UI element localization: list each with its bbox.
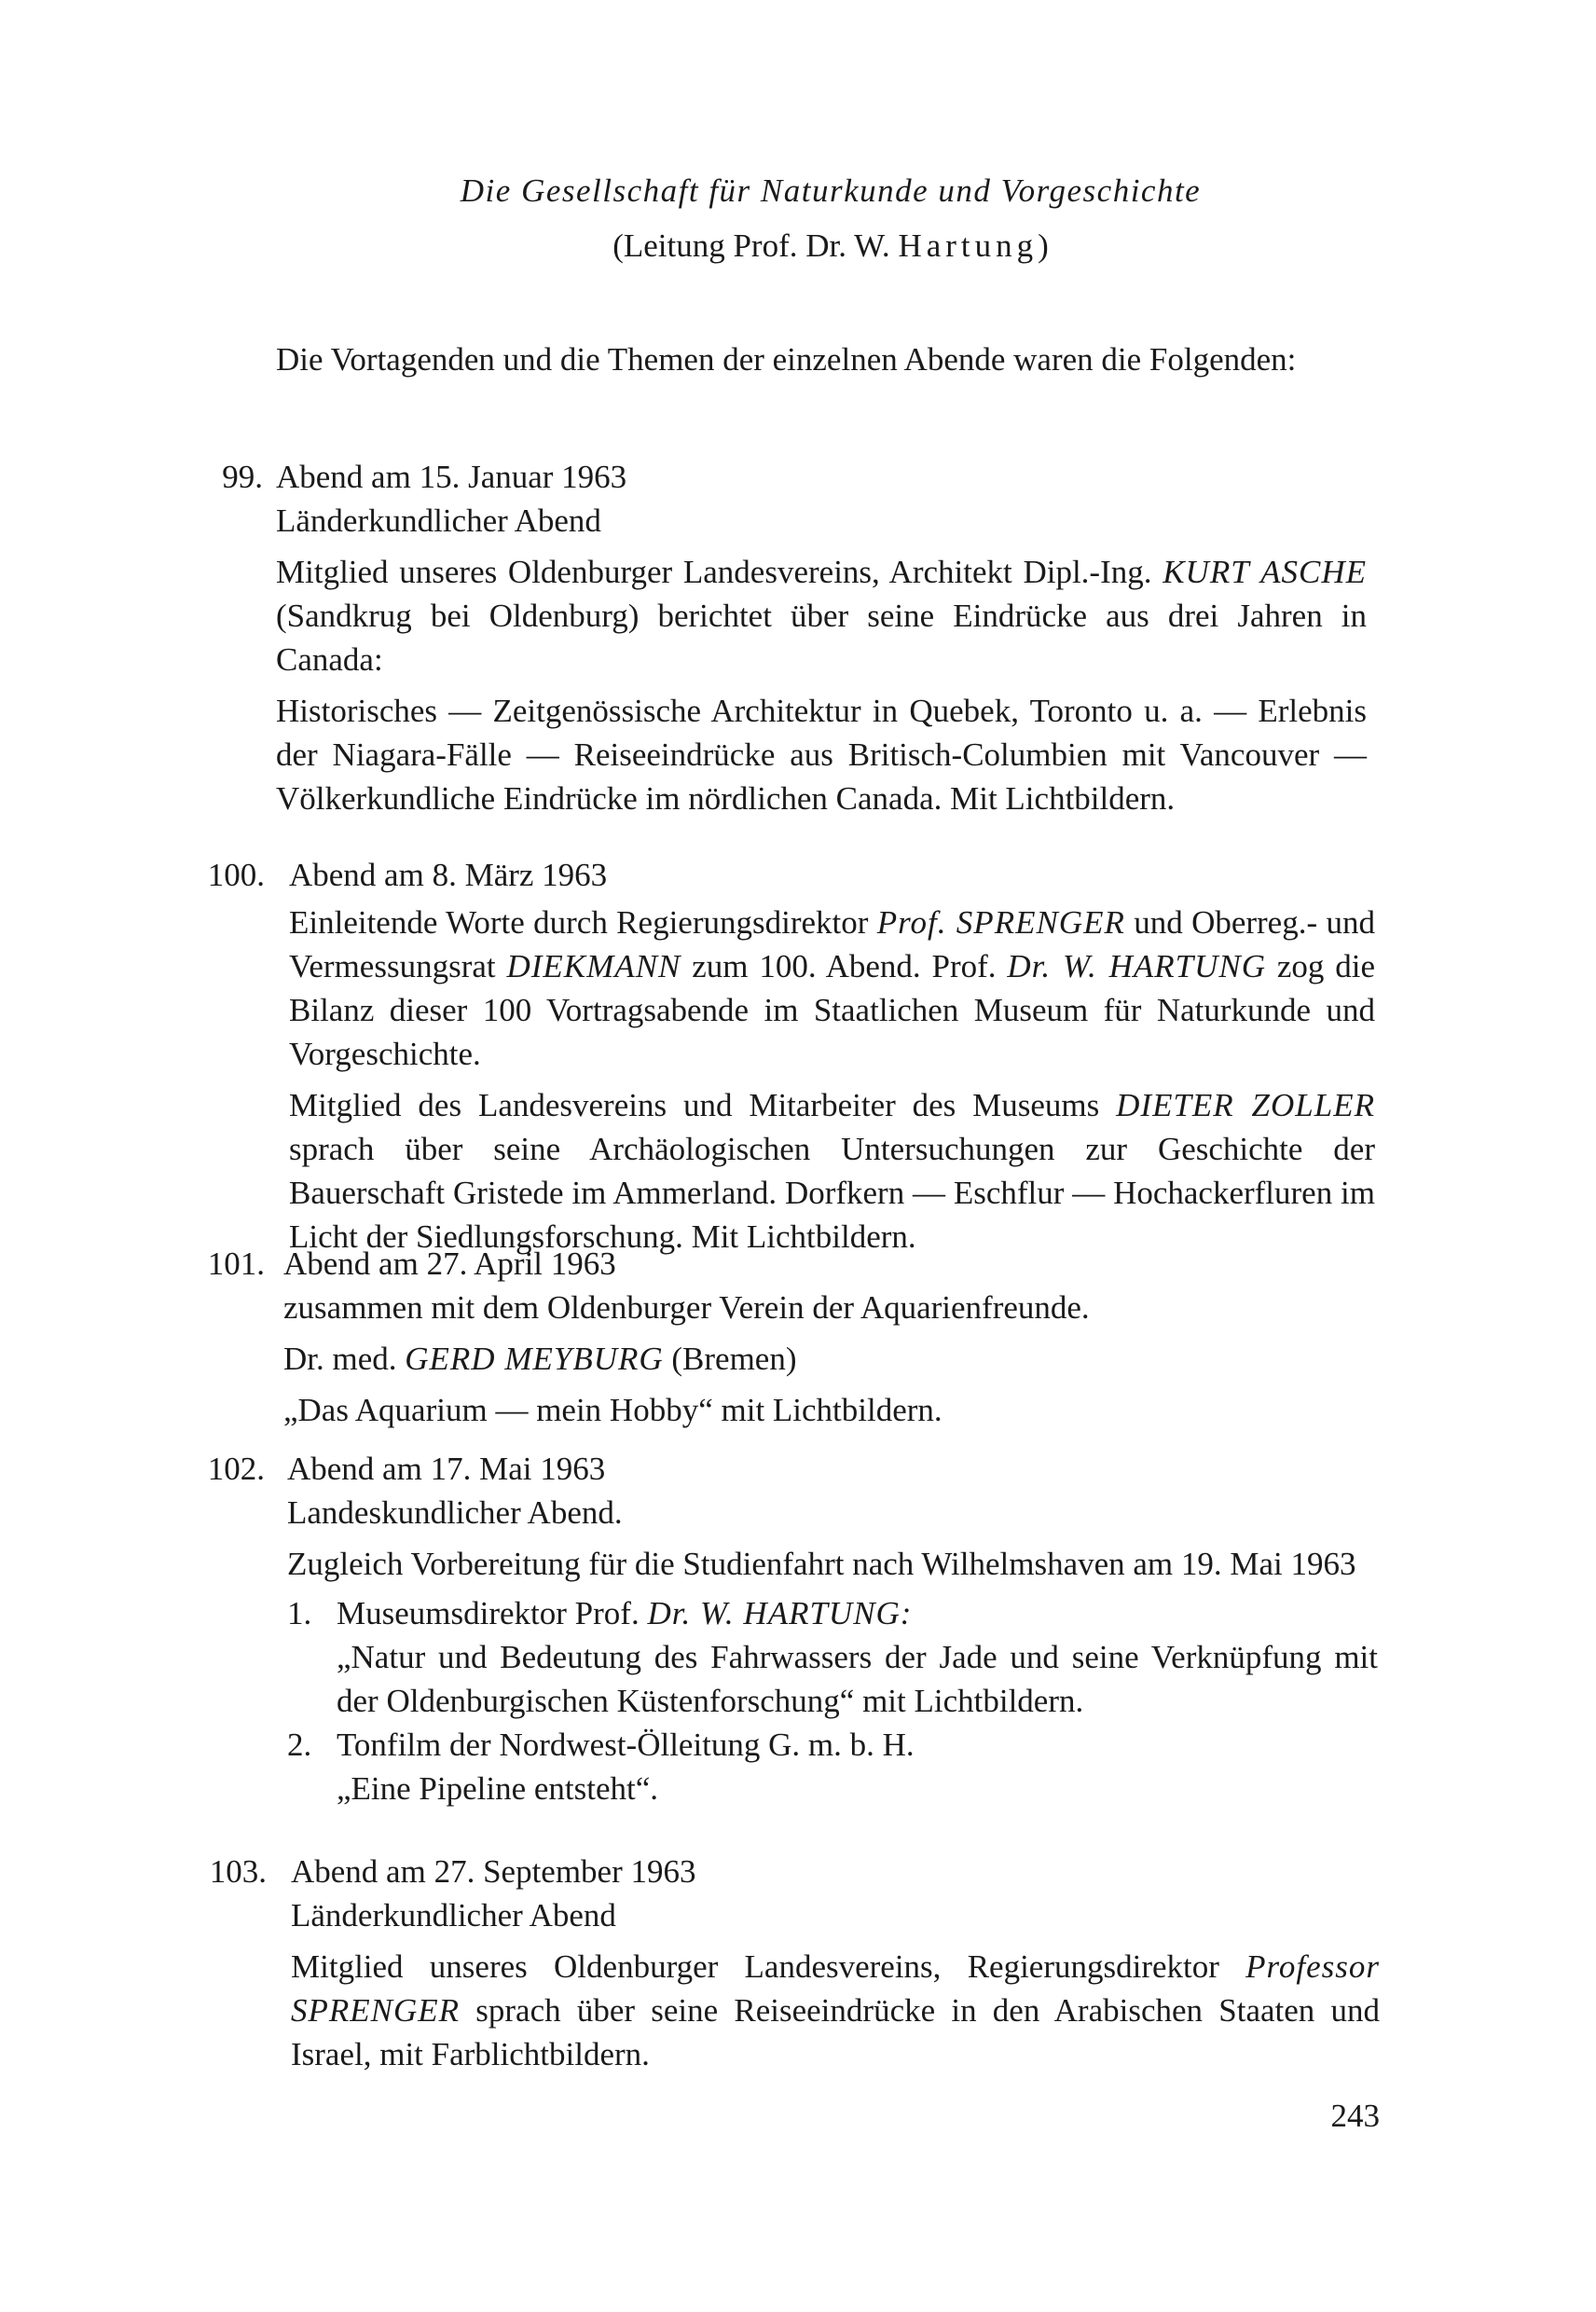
text-run: und Oberreg.- und Vermessungsrat bbox=[289, 904, 1375, 984]
speaker-name: DIEKMANN bbox=[506, 948, 681, 984]
text-run: Mitglied des Landesvereins und Mitarbeiter des Museums bbox=[289, 1087, 1117, 1123]
speaker-name: GERD MEYBURG bbox=[405, 1341, 664, 1377]
entry-date: Abend am 15. Januar 1963 bbox=[276, 459, 627, 495]
entry-paragraph bbox=[276, 550, 1367, 681]
sub-item-number: 1. bbox=[287, 1595, 312, 1631]
entry-paragraph bbox=[291, 1945, 1380, 2076]
sub-item-heading: Tonfilm der Nordwest-Ölleitung G. m. b. H. bbox=[337, 1727, 915, 1763]
entry-paragraph: Zugleich Vorbereitung für die Studienfahrt nach Wilhelmshaven am 19. Mai 1963 bbox=[287, 1546, 1356, 1582]
entry-body bbox=[289, 853, 1375, 1259]
text-run: (Bremen) bbox=[663, 1341, 797, 1377]
text-run: Museumsdirektor Prof. bbox=[337, 1595, 648, 1631]
entry-number: 99. bbox=[222, 459, 263, 495]
entry-date: Abend am 27. April 1963 bbox=[283, 1245, 616, 1282]
entry-body bbox=[291, 1850, 1380, 2076]
text-run: Dr. med. bbox=[283, 1341, 406, 1377]
entry-body bbox=[287, 1447, 1378, 1810]
speaker-name: Prof. SPRENGER bbox=[876, 904, 1125, 941]
entry-paragraph bbox=[289, 901, 1375, 1076]
intro-paragraph: Die Vortagenden und die Themen der einzelnen Abende waren die Folgenden: bbox=[276, 341, 1297, 378]
subtitle-suffix: ) bbox=[1038, 227, 1049, 264]
text-run: (Sandkrug bei Oldenburg) berichtet über seine Eindrücke aus drei Jahren in Canada: bbox=[276, 598, 1367, 678]
sub-item bbox=[287, 1591, 1378, 1723]
section-title: Die Gesellschaft für Naturkunde und Vorgeschichte bbox=[460, 172, 1202, 209]
section-subtitle bbox=[0, 227, 1596, 265]
text-run: sprach über seine Reiseeindrücke in den Arabischen Staaten und Israel, mit Farblichtbildern. bbox=[291, 1992, 1380, 2072]
text-run: zog die Bilanz dieser 100 Vortragsabende im Staatlichen Museum für Naturkunde und Vorgeschichte. bbox=[289, 948, 1376, 1072]
entry-date: Abend am 17. Mai 1963 bbox=[287, 1451, 606, 1487]
speaker-name: KURT ASCHE bbox=[1163, 554, 1367, 590]
page-number: 243 bbox=[1330, 2098, 1380, 2134]
entry-speaker bbox=[283, 1337, 1374, 1381]
entry-paragraph: Historisches — Zeitgenössische Architektur in Quebek, Toronto u. a. — Erlebnis der Niagara-Fälle — Reiseeindrücke aus Britisch-Columbien mit Vancouver — Völkerkundliche Eindrücke im nördlichen Canada. Mit Lichtbildern. bbox=[276, 693, 1367, 817]
entry-number: 100. bbox=[207, 857, 265, 893]
entry-body bbox=[283, 1242, 1374, 1432]
text-run: Mitglied unseres Oldenburger Landesvereins, Regierungsdirektor bbox=[291, 1948, 1246, 1985]
sub-item bbox=[287, 1723, 1378, 1810]
text-run: zum 100. Abend. Prof. bbox=[681, 948, 1008, 984]
speaker-name: DIETER ZOLLER bbox=[1116, 1087, 1375, 1123]
entry-topic: „Das Aquarium — mein Hobby“ mit Lichtbildern. bbox=[283, 1392, 942, 1428]
sub-item-text: „Eine Pipeline entsteht“. bbox=[337, 1770, 659, 1807]
text-run: Mitglied unseres Oldenburger Landesvereins, Architekt Dipl.-Ing. bbox=[276, 554, 1163, 590]
sub-item-heading bbox=[337, 1591, 1378, 1635]
speaker-name: Dr. W. HARTUNG: bbox=[647, 1595, 913, 1631]
entry-kind: zusammen mit dem Oldenburger Verein der Aquarienfreunde. bbox=[283, 1289, 1090, 1326]
entry-date: Abend am 8. März 1963 bbox=[289, 857, 608, 893]
sub-item-text: „Natur und Bedeutung des Fahrwassers der Jade und seine Verknüpfung mit der Oldenburgischen Küstenforschung“ mit Lichtbildern. bbox=[337, 1639, 1378, 1719]
entry-number: 102. bbox=[207, 1451, 265, 1487]
text-run: sprach über seine Archäologischen Untersuchungen zur Geschichte der Bauerschaft Gristede im Ammerland. Dorfkern — Eschflur — Hochackerfluren im Licht der Siedlungsforschung. Mit Lichtbildern. bbox=[289, 1131, 1375, 1255]
entry-body bbox=[276, 455, 1367, 820]
text-run: Einleitende Worte durch Regierungsdirektor bbox=[289, 904, 877, 941]
entry-kind: Landeskundlicher Abend. bbox=[287, 1494, 623, 1531]
subtitle-name: Hartung bbox=[898, 227, 1039, 264]
sub-item-number: 2. bbox=[287, 1727, 312, 1763]
speaker-name: Dr. W. HARTUNG bbox=[1007, 948, 1266, 984]
entry-number: 101. bbox=[207, 1245, 265, 1282]
subtitle-prefix: (Leitung Prof. Dr. W. bbox=[612, 227, 899, 264]
speaker-name: Professor SPRENGER bbox=[291, 1948, 1380, 2029]
entry-number: 103. bbox=[209, 1853, 267, 1890]
entry-kind: Länderkundlicher Abend bbox=[291, 1897, 616, 1934]
entry-paragraph bbox=[289, 1083, 1375, 1259]
entry-kind: Länderkundlicher Abend bbox=[276, 502, 601, 539]
entry-date: Abend am 27. September 1963 bbox=[291, 1853, 696, 1890]
